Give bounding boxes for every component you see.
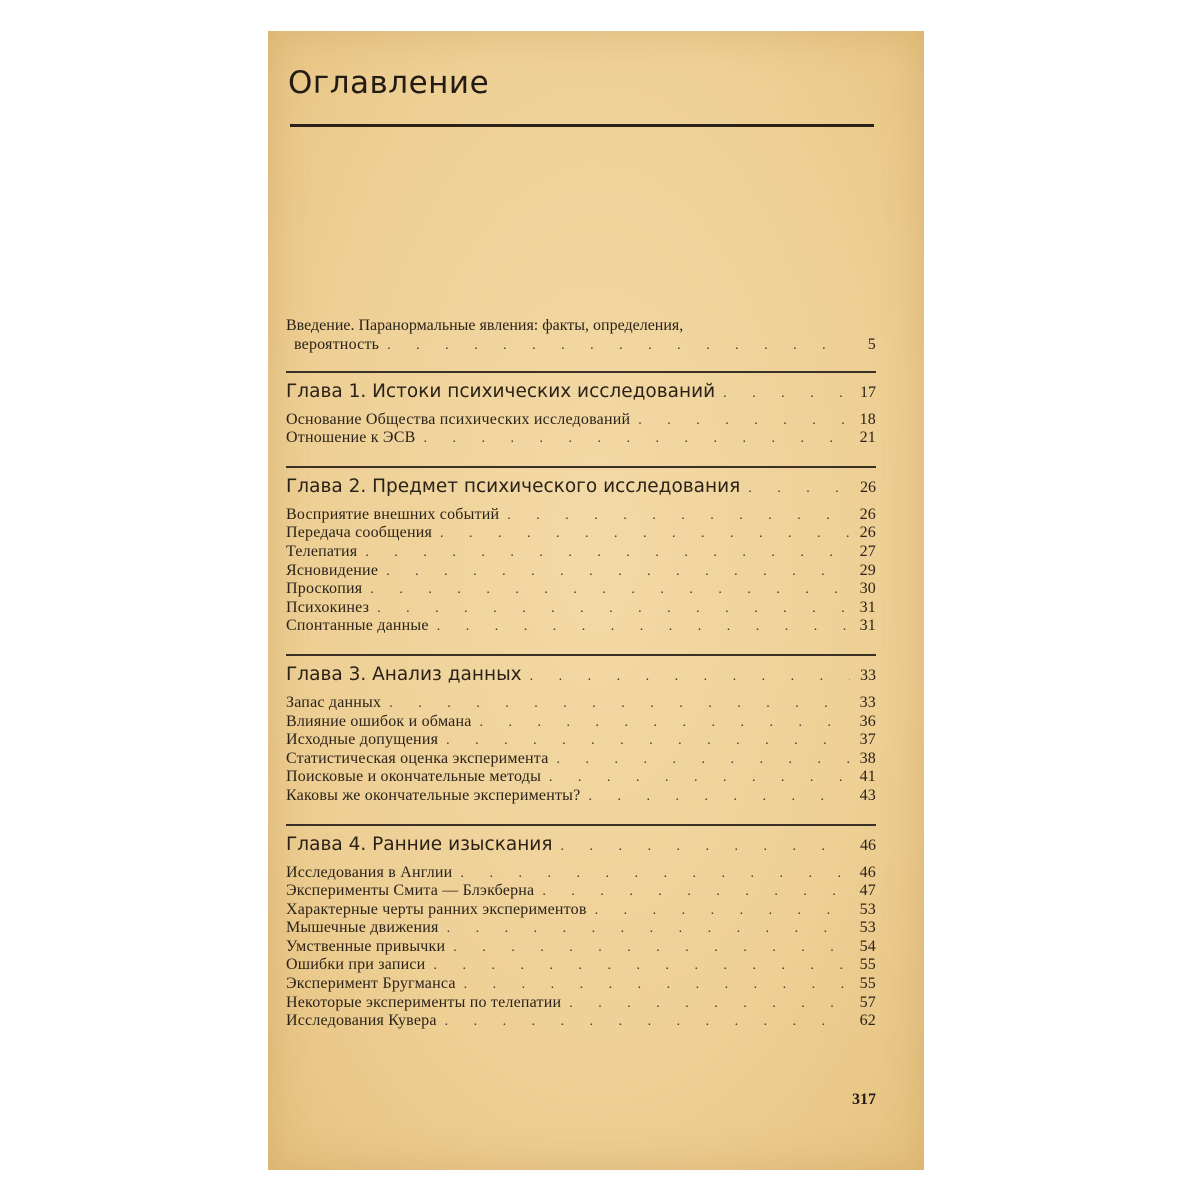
chapter-heading bbox=[286, 379, 876, 405]
leader-dots bbox=[439, 920, 850, 939]
page-ref: 47 bbox=[859, 882, 876, 900]
leader-dots bbox=[381, 695, 850, 714]
leader-dots bbox=[379, 337, 850, 356]
page-ref: 43 bbox=[859, 786, 876, 804]
leader-dots bbox=[580, 788, 850, 807]
page-ref: 36 bbox=[859, 712, 876, 730]
toc-entry bbox=[286, 864, 876, 883]
leader-dots bbox=[425, 957, 850, 976]
leader-dots bbox=[438, 732, 850, 751]
page-ref: 37 bbox=[859, 731, 876, 749]
leader-dots bbox=[362, 581, 850, 600]
intro-title-row bbox=[286, 336, 876, 355]
entry-title: Психокинез bbox=[286, 598, 370, 616]
entry-title: Эксперимент Бругманса bbox=[286, 975, 456, 993]
toc-entry bbox=[286, 956, 876, 975]
toc-chapter bbox=[286, 466, 876, 636]
entry-title: Телепатия bbox=[286, 542, 358, 560]
entry-title: Каковы же окончательные эксперименты? bbox=[286, 786, 581, 804]
entry-title: Исследования в Англии bbox=[286, 863, 453, 881]
toc-chapter bbox=[286, 824, 876, 1031]
page-ref: 55 bbox=[859, 975, 876, 993]
leader-dots bbox=[369, 600, 850, 619]
page-ref: 26 bbox=[859, 524, 876, 542]
entry-title: Восприятие внешних событий bbox=[286, 505, 500, 523]
leader-dots bbox=[415, 430, 850, 449]
page-title: Оглавление bbox=[288, 65, 490, 101]
toc-entry bbox=[286, 919, 876, 938]
page-ref: 33 bbox=[859, 693, 876, 711]
page-ref: 31 bbox=[859, 598, 876, 616]
toc-entry bbox=[286, 524, 876, 543]
leader-dots bbox=[499, 507, 850, 526]
toc-entry bbox=[286, 713, 876, 732]
toc-introduction bbox=[286, 316, 876, 355]
entry-title: Поисковые и окончательные методы bbox=[286, 768, 542, 786]
entry-title: Влияние ошибок и обмана bbox=[286, 712, 472, 730]
toc-entry bbox=[286, 768, 876, 787]
page-ref: 31 bbox=[859, 617, 876, 635]
entry-title: Исходные допущения bbox=[286, 731, 439, 749]
chapter-title: Глава 4. Ранние изыскания bbox=[286, 833, 553, 855]
page-ref: 57 bbox=[859, 993, 876, 1011]
entry-title: Мышечные движения bbox=[286, 919, 439, 937]
leader-dots bbox=[561, 995, 850, 1014]
leader-dots bbox=[452, 865, 850, 884]
entry-title: Ясновидение bbox=[286, 561, 379, 579]
toc-entry bbox=[286, 787, 876, 806]
page-ref: 55 bbox=[859, 956, 876, 974]
leader-dots bbox=[740, 476, 850, 502]
toc-entry bbox=[286, 617, 876, 636]
page-ref: 5 bbox=[867, 336, 876, 353]
leader-dots bbox=[437, 1013, 850, 1032]
page-ref: 30 bbox=[859, 580, 876, 598]
leader-dots bbox=[357, 544, 850, 563]
toc-entry bbox=[286, 694, 876, 713]
chapter-title: Глава 2. Предмет психического исследования bbox=[286, 475, 741, 497]
toc-entry bbox=[286, 731, 876, 750]
leader-dots bbox=[715, 381, 850, 407]
page-ref: 54 bbox=[859, 937, 876, 955]
chapter-heading bbox=[286, 662, 876, 688]
page-ref: 41 bbox=[859, 768, 876, 786]
leader-dots bbox=[630, 412, 850, 431]
page-ref: 17 bbox=[860, 383, 876, 401]
page-number: 317 bbox=[852, 1091, 876, 1108]
leader-dots bbox=[541, 769, 850, 788]
chapter-title: Глава 1. Истоки психических исследований bbox=[286, 380, 716, 402]
leader-dots bbox=[587, 902, 850, 921]
page-ref: 38 bbox=[859, 749, 876, 767]
chapter-title: Глава 3. Анализ данных bbox=[286, 663, 522, 685]
entry-title: Исследования Кувера bbox=[286, 1012, 437, 1030]
table-of-contents bbox=[286, 316, 876, 1049]
leader-dots bbox=[432, 525, 850, 544]
toc-entry bbox=[286, 882, 876, 901]
chapter-heading bbox=[286, 474, 876, 500]
intro-title-continuation: вероятность bbox=[294, 336, 380, 353]
page-ref: 33 bbox=[860, 666, 876, 684]
leader-dots bbox=[445, 939, 850, 958]
entry-title: Умственные привычки bbox=[286, 937, 446, 955]
page-ref: 26 bbox=[860, 478, 876, 496]
intro-title-line: Введение. Паранормальные явления: факты, определения, bbox=[286, 317, 684, 334]
leader-dots bbox=[429, 618, 850, 637]
toc-entry bbox=[286, 580, 876, 599]
page-ref: 29 bbox=[859, 561, 876, 579]
page-ref: 27 bbox=[859, 542, 876, 560]
entry-title: Спонтанные данные bbox=[286, 617, 429, 635]
leader-dots bbox=[534, 883, 850, 902]
entry-title: Статистическая оценка эксперимента bbox=[286, 749, 549, 767]
entry-title: Основание Общества психических исследований bbox=[286, 410, 631, 428]
toc-entry bbox=[286, 543, 876, 562]
chapter-heading bbox=[286, 832, 876, 858]
entry-title: Некоторые эксперименты по телепатии bbox=[286, 993, 562, 1011]
page-ref: 26 bbox=[859, 505, 876, 523]
toc-entry bbox=[286, 901, 876, 920]
entry-title: Запас данных bbox=[286, 693, 382, 711]
leader-dots bbox=[378, 563, 850, 582]
entry-title: Проскопия bbox=[286, 580, 363, 598]
toc-entry bbox=[286, 411, 876, 430]
chapter-list bbox=[286, 371, 876, 1031]
page-ref: 62 bbox=[859, 1012, 876, 1030]
entry-title: Характерные черты ранних экспериментов bbox=[286, 900, 587, 918]
toc-chapter bbox=[286, 371, 876, 448]
page-ref: 18 bbox=[859, 410, 876, 428]
toc-entry bbox=[286, 938, 876, 957]
toc-entry bbox=[286, 994, 876, 1013]
entry-title: Отношение к ЭСВ bbox=[286, 429, 416, 447]
page-ref: 53 bbox=[859, 900, 876, 918]
book-page bbox=[268, 31, 924, 1170]
page-ref: 46 bbox=[859, 863, 876, 881]
leader-dots bbox=[549, 751, 851, 770]
toc-entry bbox=[286, 429, 876, 448]
toc-entry bbox=[286, 975, 876, 994]
page-ref: 53 bbox=[859, 919, 876, 937]
toc-entry bbox=[286, 1012, 876, 1031]
leader-dots bbox=[522, 664, 850, 690]
title-divider bbox=[290, 124, 874, 127]
toc-chapter bbox=[286, 654, 876, 806]
leader-dots bbox=[472, 714, 850, 733]
entry-title: Передача сообщения bbox=[286, 524, 433, 542]
toc-entry bbox=[286, 506, 876, 525]
leader-dots bbox=[456, 976, 850, 995]
toc-entry bbox=[286, 750, 876, 769]
entry-title: Эксперименты Смита — Блэкберна bbox=[286, 882, 535, 900]
toc-entry bbox=[286, 599, 876, 618]
toc-entry bbox=[286, 562, 876, 581]
page-ref: 21 bbox=[859, 429, 876, 447]
page-ref: 46 bbox=[860, 836, 876, 854]
entry-title: Ошибки при записи bbox=[286, 956, 426, 974]
leader-dots bbox=[552, 834, 850, 860]
